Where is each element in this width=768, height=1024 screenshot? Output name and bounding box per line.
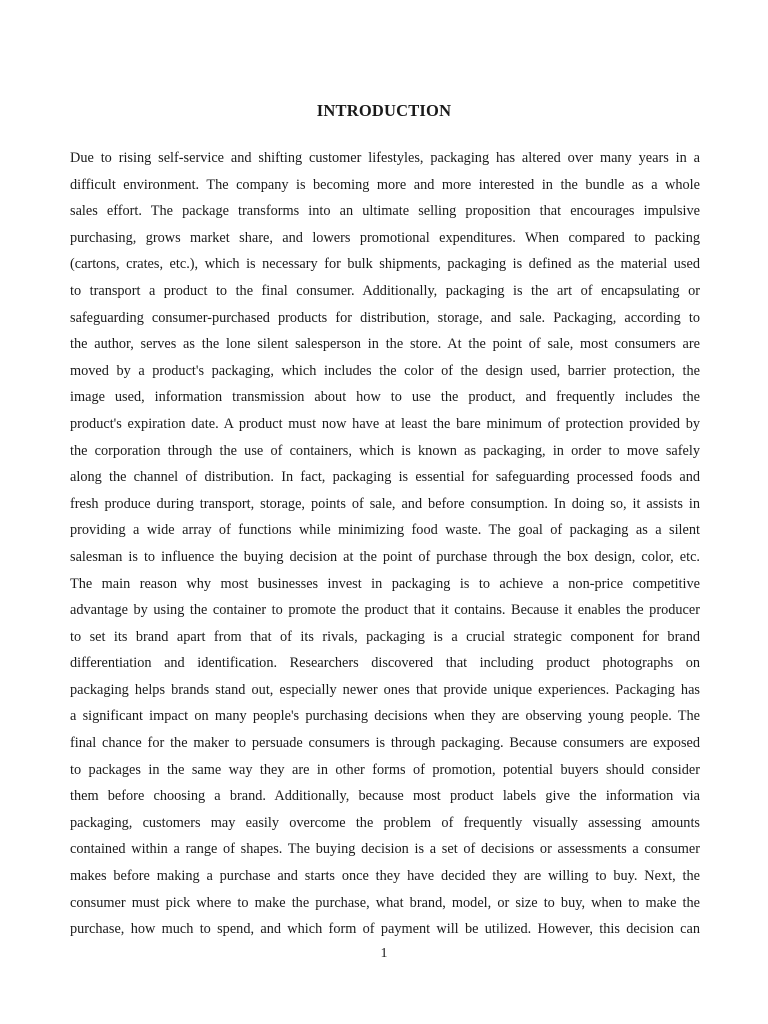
- paragraph-line: contained within a range of shapes. The buying decision is a set of decisions or assessments a consumer: [70, 841, 700, 858]
- paragraph-line: the author, serves as the lone silent salesperson in the store. At the point of sale, most consumers are: [70, 336, 700, 353]
- paragraph-line: packaging, customers may easily overcome the problem of frequently visually assessing amounts: [70, 814, 700, 831]
- paragraph-line: advantage by using the container to promote the product that it contains. Because it enables the producer: [70, 602, 700, 619]
- paragraph-line: image used, information transmission about how to use the product, and frequently includes the: [70, 389, 700, 406]
- paragraph-line: to transport a product to the final consumer. Additionally, packaging is the art of encapsulating or: [70, 282, 700, 299]
- paragraph-line: them before choosing a brand. Additionally, because most product labels give the information via: [70, 788, 700, 805]
- paragraph-line: along the channel of distribution. In fact, packaging is essential for safeguarding processed foods and: [70, 469, 700, 486]
- paragraph-line: safeguarding consumer-purchased products for distribution, storage, and sale. Packaging, according to: [70, 309, 700, 326]
- paragraph-line: makes before making a purchase and starts once they have decided they are willing to buy. Next, the: [70, 868, 700, 885]
- paragraph-line: to packages in the same way they are in other forms of promotion, potential buyers should consider: [70, 761, 700, 778]
- paragraph-line: differentiation and identification. Researchers discovered that including product photographs on: [70, 655, 700, 672]
- paragraph-line: (cartons, crates, etc.), which is necessary for bulk shipments, packaging is defined as the material used: [70, 256, 700, 273]
- paragraph-line: to set its brand apart from that of its rivals, packaging is a crucial strategic component for brand: [70, 628, 700, 645]
- paragraph-line: Due to rising self-service and shifting customer lifestyles, packaging has altered over many years in a: [70, 150, 700, 166]
- body-paragraph: [70, 149, 700, 947]
- paragraph-line: salesman is to influence the buying decision at the point of purchase through the box design, color, etc.: [70, 548, 700, 565]
- paragraph-line: fresh produce during transport, storage, points of sale, and before consumption. In doing so, it assists in: [70, 495, 700, 512]
- paragraph-line: sales effort. The package transforms into an ultimate selling proposition that encourages impulsive: [70, 203, 700, 220]
- paragraph-line: difficult environment. The company is becoming more and more interested in the bundle as a whole: [70, 176, 700, 193]
- paragraph-line: providing a wide array of functions while minimizing food waste. The goal of packaging as a silent: [70, 522, 700, 539]
- paragraph-line: purchasing, grows market share, and lowers promotional expenditures. When compared to packing: [70, 229, 700, 246]
- paragraph-line: a significant impact on many people's purchasing decisions when they are observing young people. The: [70, 708, 700, 725]
- paragraph-line: The main reason why most businesses invest in packaging is to achieve a non-price competitive: [70, 575, 700, 592]
- paragraph-line: the corporation through the use of containers, which is known as packaging, in order to move safely: [70, 442, 700, 459]
- paragraph-line: moved by a product's packaging, which includes the color of the design used, barrier protection, the: [70, 362, 700, 379]
- page-number: 1: [380, 946, 388, 961]
- page-title: INTRODUCTION: [316, 101, 452, 120]
- paragraph-line: product's expiration date. A product must now have at least the bare minimum of protection provided by: [70, 415, 700, 432]
- paragraph-line: consumer must pick where to make the purchase, what brand, model, or size to buy, when to make the: [70, 894, 700, 911]
- paragraph-line: packaging helps brands stand out, especially newer ones that provide unique experiences. Packaging has: [70, 681, 700, 698]
- paragraph-line: final chance for the maker to persuade consumers is through packaging. Because consumers are exposed: [70, 735, 700, 752]
- paragraph-line: purchase, how much to spend, and which form of payment will be utilized. However, this decision can: [70, 921, 700, 938]
